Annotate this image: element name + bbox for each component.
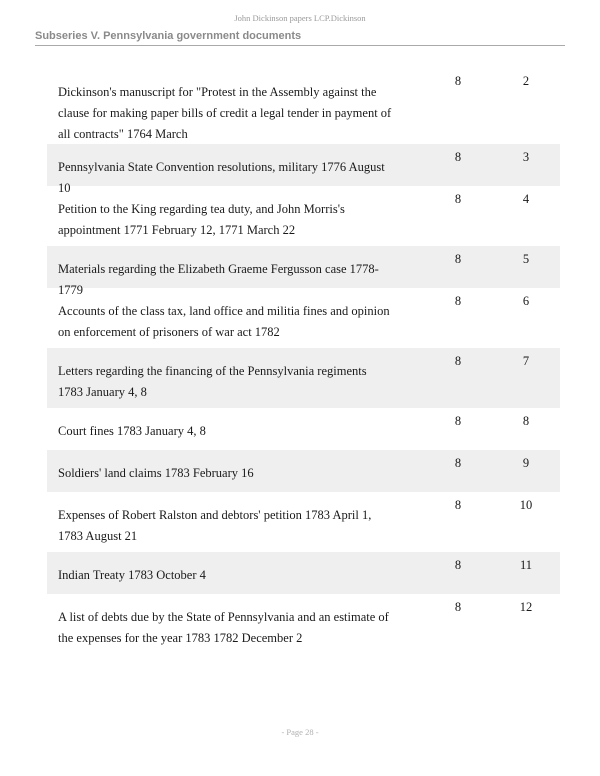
item-box: 8	[454, 414, 462, 428]
item-box: 8	[454, 354, 462, 368]
list-item	[47, 492, 560, 552]
item-description: Soldiers' land claims 1783 February 16	[58, 466, 254, 480]
page-number: - Page 28 -	[281, 727, 319, 737]
item-description: Accounts of the class tax, land office and militia fines and opinion on enforcement of prisoners of war act 1782	[58, 304, 390, 339]
list-item	[47, 552, 560, 594]
item-folder: 10	[519, 498, 533, 512]
list-item	[47, 246, 560, 297]
list-item	[47, 288, 560, 348]
item-box: 8	[454, 456, 462, 470]
item-folder: 12	[519, 600, 533, 614]
item-box: 8	[454, 74, 462, 88]
list-item	[47, 408, 560, 450]
item-box: 8	[454, 150, 462, 164]
item-folder: 8	[522, 414, 530, 428]
item-description: Expenses of Robert Ralston and debtors' petition 1783 April 1, 1783 August 21	[58, 508, 372, 543]
item-description: Indian Treaty 1783 October 4	[58, 568, 206, 582]
item-folder: 5	[522, 252, 530, 266]
item-description: Dickinson's manuscript for "Protest in the Assembly against the clause for making paper bills of credit a legal tender in payment of all contracts" 1764 March	[58, 85, 392, 141]
item-box: 8	[454, 252, 462, 266]
item-box: 8	[454, 294, 462, 308]
item-description: Court fines 1783 January 4, 8	[58, 424, 206, 438]
header-divider	[35, 45, 565, 46]
item-box: 8	[454, 192, 462, 206]
item-description: Petition to the King regarding tea duty, and John Morris's appointment 1771 February 12, 1771 March 22	[58, 202, 345, 237]
item-box: 8	[454, 498, 462, 512]
item-folder: 2	[522, 74, 530, 88]
item-box: 8	[454, 558, 462, 572]
item-folder: 9	[522, 456, 530, 470]
list-item	[47, 186, 560, 246]
list-item	[47, 450, 560, 492]
container-list	[47, 62, 560, 654]
running-header: John Dickinson papers LCP.Dickinson	[234, 13, 366, 23]
list-item	[47, 62, 560, 144]
item-description: A list of debts due by the State of Pennsylvania and an estimate of the expenses for the year 1783 1782 December 2	[58, 610, 389, 645]
list-item	[47, 144, 560, 195]
item-folder: 11	[519, 558, 533, 572]
subseries-title: Subseries V. Pennsylvania government documents	[35, 30, 302, 42]
item-description: Pennsylvania State Convention resolutions, military 1776 August 10	[58, 160, 385, 195]
item-folder: 3	[522, 150, 530, 164]
item-folder: 6	[522, 294, 530, 308]
item-folder: 4	[522, 192, 530, 206]
item-description: Materials regarding the Elizabeth Graeme Fergusson case 1778-1779	[58, 262, 379, 297]
item-description: Letters regarding the financing of the Pennsylvania regiments 1783 January 4, 8	[58, 364, 367, 399]
item-box: 8	[454, 600, 462, 614]
list-item	[47, 348, 560, 408]
item-folder: 7	[522, 354, 530, 368]
list-item	[47, 594, 560, 654]
